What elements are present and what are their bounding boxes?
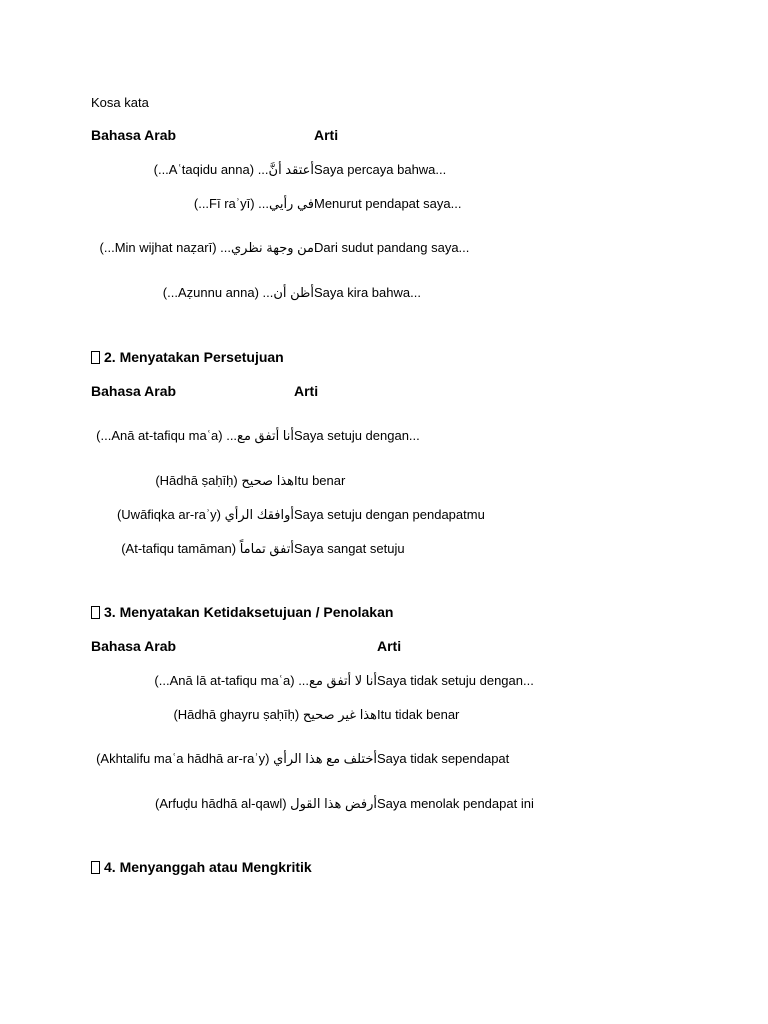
table-row bbox=[91, 663, 561, 697]
col-header-arabic: Bahasa Arab bbox=[91, 383, 177, 399]
arabic-phrase: في رأيي... (Fī raʾyī...) bbox=[193, 195, 314, 211]
table-header-row bbox=[91, 118, 491, 152]
col-header-arabic: Bahasa Arab bbox=[91, 638, 177, 654]
table-row bbox=[91, 186, 491, 220]
table-header-row bbox=[91, 629, 561, 663]
meaning-text: Itu benar bbox=[294, 472, 346, 488]
arabic-phrase: أختلف مع هذا الرأي (Akhtalifu maʿa hādhā ar-raʾy) bbox=[96, 751, 377, 766]
table-row bbox=[91, 220, 491, 275]
section-heading-2 bbox=[91, 349, 284, 365]
meaning-text: Saya percaya bahwa... bbox=[314, 161, 447, 177]
table-row bbox=[91, 152, 491, 186]
missing-glyph-icon bbox=[91, 606, 100, 619]
col-header-arabic: Bahasa Arab bbox=[91, 127, 177, 143]
vocab-table-1 bbox=[91, 118, 491, 309]
table-header-row bbox=[91, 374, 511, 408]
table-row bbox=[91, 786, 561, 820]
col-header-meaning: Arti bbox=[314, 127, 339, 143]
section-title: 2. Menyatakan Persetujuan bbox=[104, 349, 284, 365]
arabic-phrase: هذا صحيح (Hādhā ṣaḥīḥ) bbox=[155, 472, 294, 488]
arabic-phrase: أظن أن... (Aẓunnu anna...) bbox=[162, 284, 314, 300]
arabic-phrase: أرفض هذا القول (Arfuḍu hādhā al-qawl) bbox=[155, 795, 377, 811]
arabic-phrase: أوافقك الرأي (Uwāfiqka ar-raʾy) bbox=[116, 506, 294, 522]
table-row bbox=[91, 697, 561, 731]
meaning-text: Saya tidak setuju dengan... bbox=[377, 672, 534, 688]
missing-glyph-icon bbox=[91, 351, 100, 364]
meaning-text: Saya sangat setuju bbox=[294, 540, 405, 556]
meaning-text: Itu tidak benar bbox=[377, 706, 460, 722]
col-header-meaning: Arti bbox=[294, 383, 319, 399]
table-row bbox=[91, 463, 511, 497]
vocab-table-2 bbox=[91, 374, 511, 565]
vocab-table-3 bbox=[91, 629, 561, 820]
meaning-text: Saya menolak pendapat ini bbox=[377, 795, 534, 811]
meaning-text: Dari sudut pandang saya... bbox=[314, 240, 470, 255]
table-row bbox=[91, 531, 511, 565]
table-row bbox=[91, 408, 511, 463]
arabic-phrase: هذا غير صحيح (Hādhā ghayru ṣaḥīḥ) bbox=[173, 706, 377, 722]
table-row bbox=[91, 275, 491, 309]
arabic-phrase: أنا أتفق مع... (Anā at-tafiqu maʿa...) bbox=[96, 428, 294, 443]
arabic-phrase: أنا لا أتفق مع... (Anā lā at-tafiqu maʿa...) bbox=[154, 672, 377, 688]
table-row bbox=[91, 731, 561, 786]
arabic-phrase: أتفق تماماً (At-tafiqu tamāman) bbox=[121, 540, 294, 556]
section-title: 3. Menyatakan Ketidaksetujuan / Penolakan bbox=[104, 604, 394, 620]
intro-label: Kosa kata bbox=[91, 95, 149, 110]
arabic-phrase: أعتقد أنَّ... (Aʿtaqidu anna...) bbox=[153, 161, 314, 177]
section-title: 4. Menyanggah atau Mengkritik bbox=[104, 859, 312, 875]
col-header-meaning: Arti bbox=[377, 638, 402, 654]
table-row bbox=[91, 497, 511, 531]
meaning-text: Saya tidak sependapat bbox=[377, 751, 510, 766]
meaning-text: Saya setuju dengan... bbox=[294, 428, 420, 443]
missing-glyph-icon bbox=[91, 861, 100, 874]
section-heading-4 bbox=[91, 859, 312, 875]
section-heading-3 bbox=[91, 604, 393, 620]
meaning-text: Saya setuju dengan pendapatmu bbox=[294, 506, 485, 522]
meaning-text: Menurut pendapat saya... bbox=[314, 195, 462, 211]
meaning-text: Saya kira bahwa... bbox=[314, 284, 421, 300]
arabic-phrase: من وجهة نظري... (Min wijhat naẓarī...) bbox=[99, 240, 314, 255]
